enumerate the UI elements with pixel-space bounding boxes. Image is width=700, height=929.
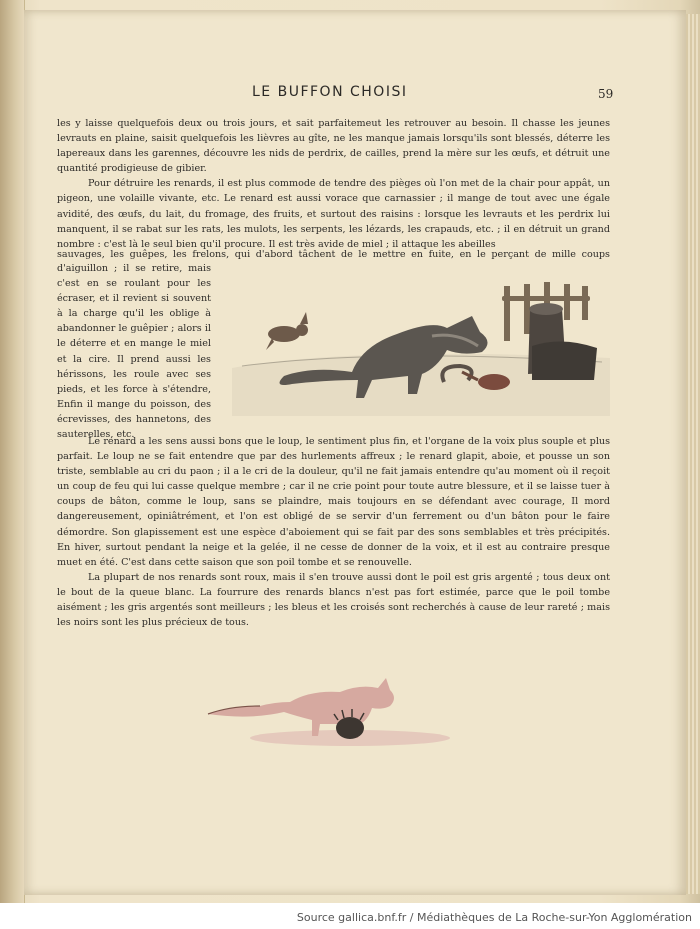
text-block-top	[57, 116, 610, 252]
paragraph-2-wide-line: sauvages, les guêpes, les frelons, qui d'abord tâchent de le mettre en fuite, en le perçant de mille coups	[57, 249, 610, 260]
fox-attacking-beehive-illustration	[232, 276, 610, 416]
paragraph-1: les y laisse quelquefois deux ou trois jours, et sait parfaitemeut les retrouver au besoin. Il chasse les jeunes levrauts en plaine, saisit quelquefois les lièvres au gîte, ne les manque jamais lorsqu'ils sont blessés, déterre les lapereaux dans les garennes, découvre les nids de perdrix, de cailles, prend la mère sur les œufs, et détruit une quantité prodigieuse de gibier.	[57, 118, 610, 175]
running-title: LE BUFFON CHOISI	[252, 84, 408, 100]
paragraph-2-narrow-column: d'aiguillon ; il se retire, mais c'est en se roulant pour les écraser, et il revient si souvent à la charge qu'il les oblige à abandonner le guêpier ; alors il le déterre et en mange le miel et la cire. Il prend aussi les hérissons, les roule avec ses pieds, et les force à s'étendre, Enfin il mange du poisson, des écrevisses, des hannetons, des sauterelles, etc.	[57, 263, 211, 441]
book-spine	[0, 0, 25, 903]
fox-with-hedgehog-illustration	[200, 676, 470, 756]
paragraph-2: Pour détruire les renards, il est plus commode de tendre des pièges où l'on met de la chair pour appât, un pigeon, une volaille vivante, etc. Le renard est aussi vorace que carnassier ; il mange de tout avec une égale avidité, des œufs, du lait, du fromage, des fruits, et surtout des raisins : lorsque les levrauts et les perdrix lui manquent, il se rabat sur les rats, les mulots, les serpents, les lézards, les crapauds, etc. ; il en détruit un grand nombre : c'est là le seul bien qu'il procure. Il est très avide de miel ; il attaque les abeilles	[57, 178, 610, 250]
page-number: 59	[598, 87, 614, 101]
paragraph-3: Le renard a les sens aussi bons que le loup, le sentiment plus fin, et l'organe de la voix plus souple et plus parfait. Le loup ne se fait entendre que par des hurlements affreux ; le renard glapit, aboie, et pousse un son triste, semblable au cri du paon ; il a le cri de la douleur, qu'il ne fait jamais entendre qu'au moment où il reçoit un coup de feu qui lui casse quelque membre ; car il ne crie point pour toute autre blessure, et il se laisse tuer à coups de bâton, comme le loup, sans se plaindre, mais toujours en se défendant avec courage, Il mord dangereusement, opiniâtrément, et l'on est obligé de se servir d'un ferrement ou d'un bâton pour le faire démordre. Son glapissement est une espèce d'aboiement qui se fait par des sons semblables et très précipités. En hiver, surtout pendant la neige et la gelée, il ne cesse de donner de la voix, et il est au contraire presque muet en été. C'est dans cette saison que son poil tombe et se renouvelle.	[57, 436, 610, 568]
page-edges	[686, 14, 700, 894]
text-block-bottom	[57, 434, 610, 630]
source-attribution[interactable]: Source gallica.bnf.fr / Médiathèques de La Roche-sur-Yon Agglomération	[296, 911, 692, 924]
paragraph-4: La plupart de nos renards sont roux, mais il s'en trouve aussi dont le poil est gris argenté ; tous deux ont le bout de la queue blanc. La fourrure des renards blancs n'est pas fort estimée, parce que le poil tombe aisément ; les gris argentés sont meilleurs ; les bleus et les croisés sont recherchés à cause de leur rareté ; mais les noirs sont les plus précieux de tous.	[57, 571, 610, 629]
rabbit-icon	[266, 312, 308, 350]
